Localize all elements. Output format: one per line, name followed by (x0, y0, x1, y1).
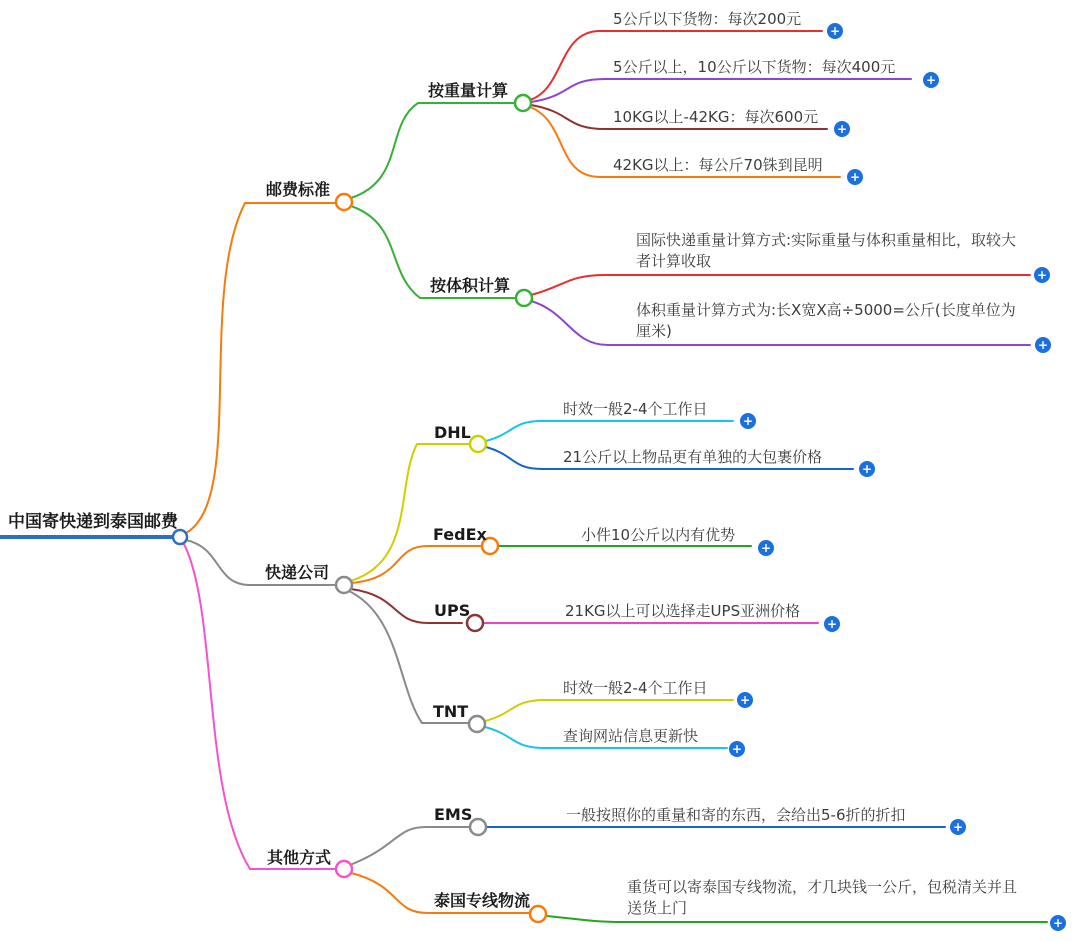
leaf-tnt-website[interactable]: 查询网站信息更新快 (563, 727, 699, 745)
node-handle-postage[interactable] (336, 194, 352, 210)
node-handle-thai[interactable] (530, 906, 546, 922)
node-handle-couriers[interactable] (336, 577, 352, 593)
leaf-weight-over42kg[interactable]: 42KG以上：每公斤70铢到昆明 (613, 156, 823, 174)
edge-volume-leaf1 (531, 275, 1030, 295)
leaf-dhl-bigparcel[interactable]: 21公斤以上物品更有单独的大包裹价格 (563, 448, 823, 466)
node-handle-tnt[interactable] (469, 716, 485, 732)
expand-icon[interactable]: + (1035, 337, 1051, 353)
expand-icon[interactable]: + (737, 692, 753, 708)
expand-icon[interactable]: + (740, 413, 756, 429)
edge-dhl-leaf1 (486, 421, 733, 441)
node-handle-dhl[interactable] (470, 436, 486, 452)
leaf-ups-asia-price[interactable]: 21KG以上可以选择走UPS亚洲价格 (565, 602, 801, 620)
edge-tnt-leaf1 (485, 700, 733, 721)
edge-root-others (184, 544, 337, 869)
topic-dhl[interactable]: DHL (434, 423, 471, 442)
edge-couriers-dhl (350, 444, 470, 581)
leaf-volume-rule[interactable]: 国际快递重量计算方式:实际重量与体积重量相比，取较大者计算收取 (636, 231, 1017, 270)
leaf-weight-under5kg[interactable]: 5公斤以下货物：每次200元 (613, 10, 802, 28)
leaf-ems-discount[interactable]: 一般按照你的重量和寄的东西，会给出5-6折的折扣 (566, 806, 906, 824)
expand-icon[interactable]: + (1034, 267, 1050, 283)
expand-icon[interactable]: + (859, 461, 875, 477)
topic-fedex[interactable]: FedEx (433, 525, 487, 544)
node-handle-others[interactable] (336, 861, 352, 877)
expand-icon[interactable]: + (950, 819, 966, 835)
topic-tnt[interactable]: TNT (433, 702, 469, 721)
expand-icon[interactable]: + (729, 741, 745, 757)
node-handle-byweight[interactable] (515, 95, 531, 111)
expand-icon[interactable]: + (824, 616, 840, 632)
topic-ups[interactable]: UPS (434, 601, 471, 620)
expand-icon[interactable]: + (834, 121, 850, 137)
leaf-tnt-time[interactable]: 时效一般2-4个工作日 (563, 679, 708, 697)
topic-courier-companies[interactable]: 快递公司 (265, 563, 330, 582)
leaf-weight-5to10kg[interactable]: 5公斤以上，10公斤以下货物：每次400元 (613, 58, 896, 76)
leaf-fedex-small[interactable]: 小件10公斤以内有优势 (581, 526, 736, 544)
edge-postage-byweight (351, 103, 515, 198)
edge-weight-leaf2 (531, 79, 911, 102)
topic-thai-logistics[interactable]: 泰国专线物流 (434, 891, 531, 910)
expand-icon[interactable]: + (758, 540, 774, 556)
topic-calc-by-weight[interactable]: 按重量计算 (428, 81, 509, 100)
topic-ems[interactable]: EMS (434, 805, 473, 824)
topic-other-ways[interactable]: 其他方式 (267, 848, 332, 867)
node-handle-byvolume[interactable] (516, 290, 532, 306)
leaf-thai-heavy-goods[interactable]: 重货可以寄泰国专线物流，才几块钱一公斤，包税清关并且送货上门 (627, 878, 1018, 917)
expand-icon[interactable]: + (827, 23, 843, 39)
expand-icon[interactable]: + (847, 169, 863, 185)
expand-icon[interactable]: + (923, 72, 939, 88)
leaf-volume-formula[interactable]: 体积重量计算方式为:长X宽X高÷5000=公斤(长度单位为厘米) (636, 301, 1016, 340)
leaf-weight-10to42kg[interactable]: 10KG以上-42KG：每次600元 (613, 108, 819, 126)
topic-postage-standard[interactable]: 邮费标准 (266, 180, 331, 199)
expand-icon[interactable]: + (1050, 915, 1066, 931)
edge-couriers-fedex (351, 546, 482, 583)
edge-root-postage (186, 203, 336, 533)
leaf-dhl-time[interactable]: 时效一般2-4个工作日 (563, 400, 708, 418)
edge-others-ems (350, 827, 470, 865)
node-handle-ems[interactable] (470, 819, 486, 835)
root-topic[interactable]: 中国寄快递到泰国邮费 (8, 512, 178, 532)
topic-calc-by-volume[interactable]: 按体积计算 (430, 276, 511, 295)
